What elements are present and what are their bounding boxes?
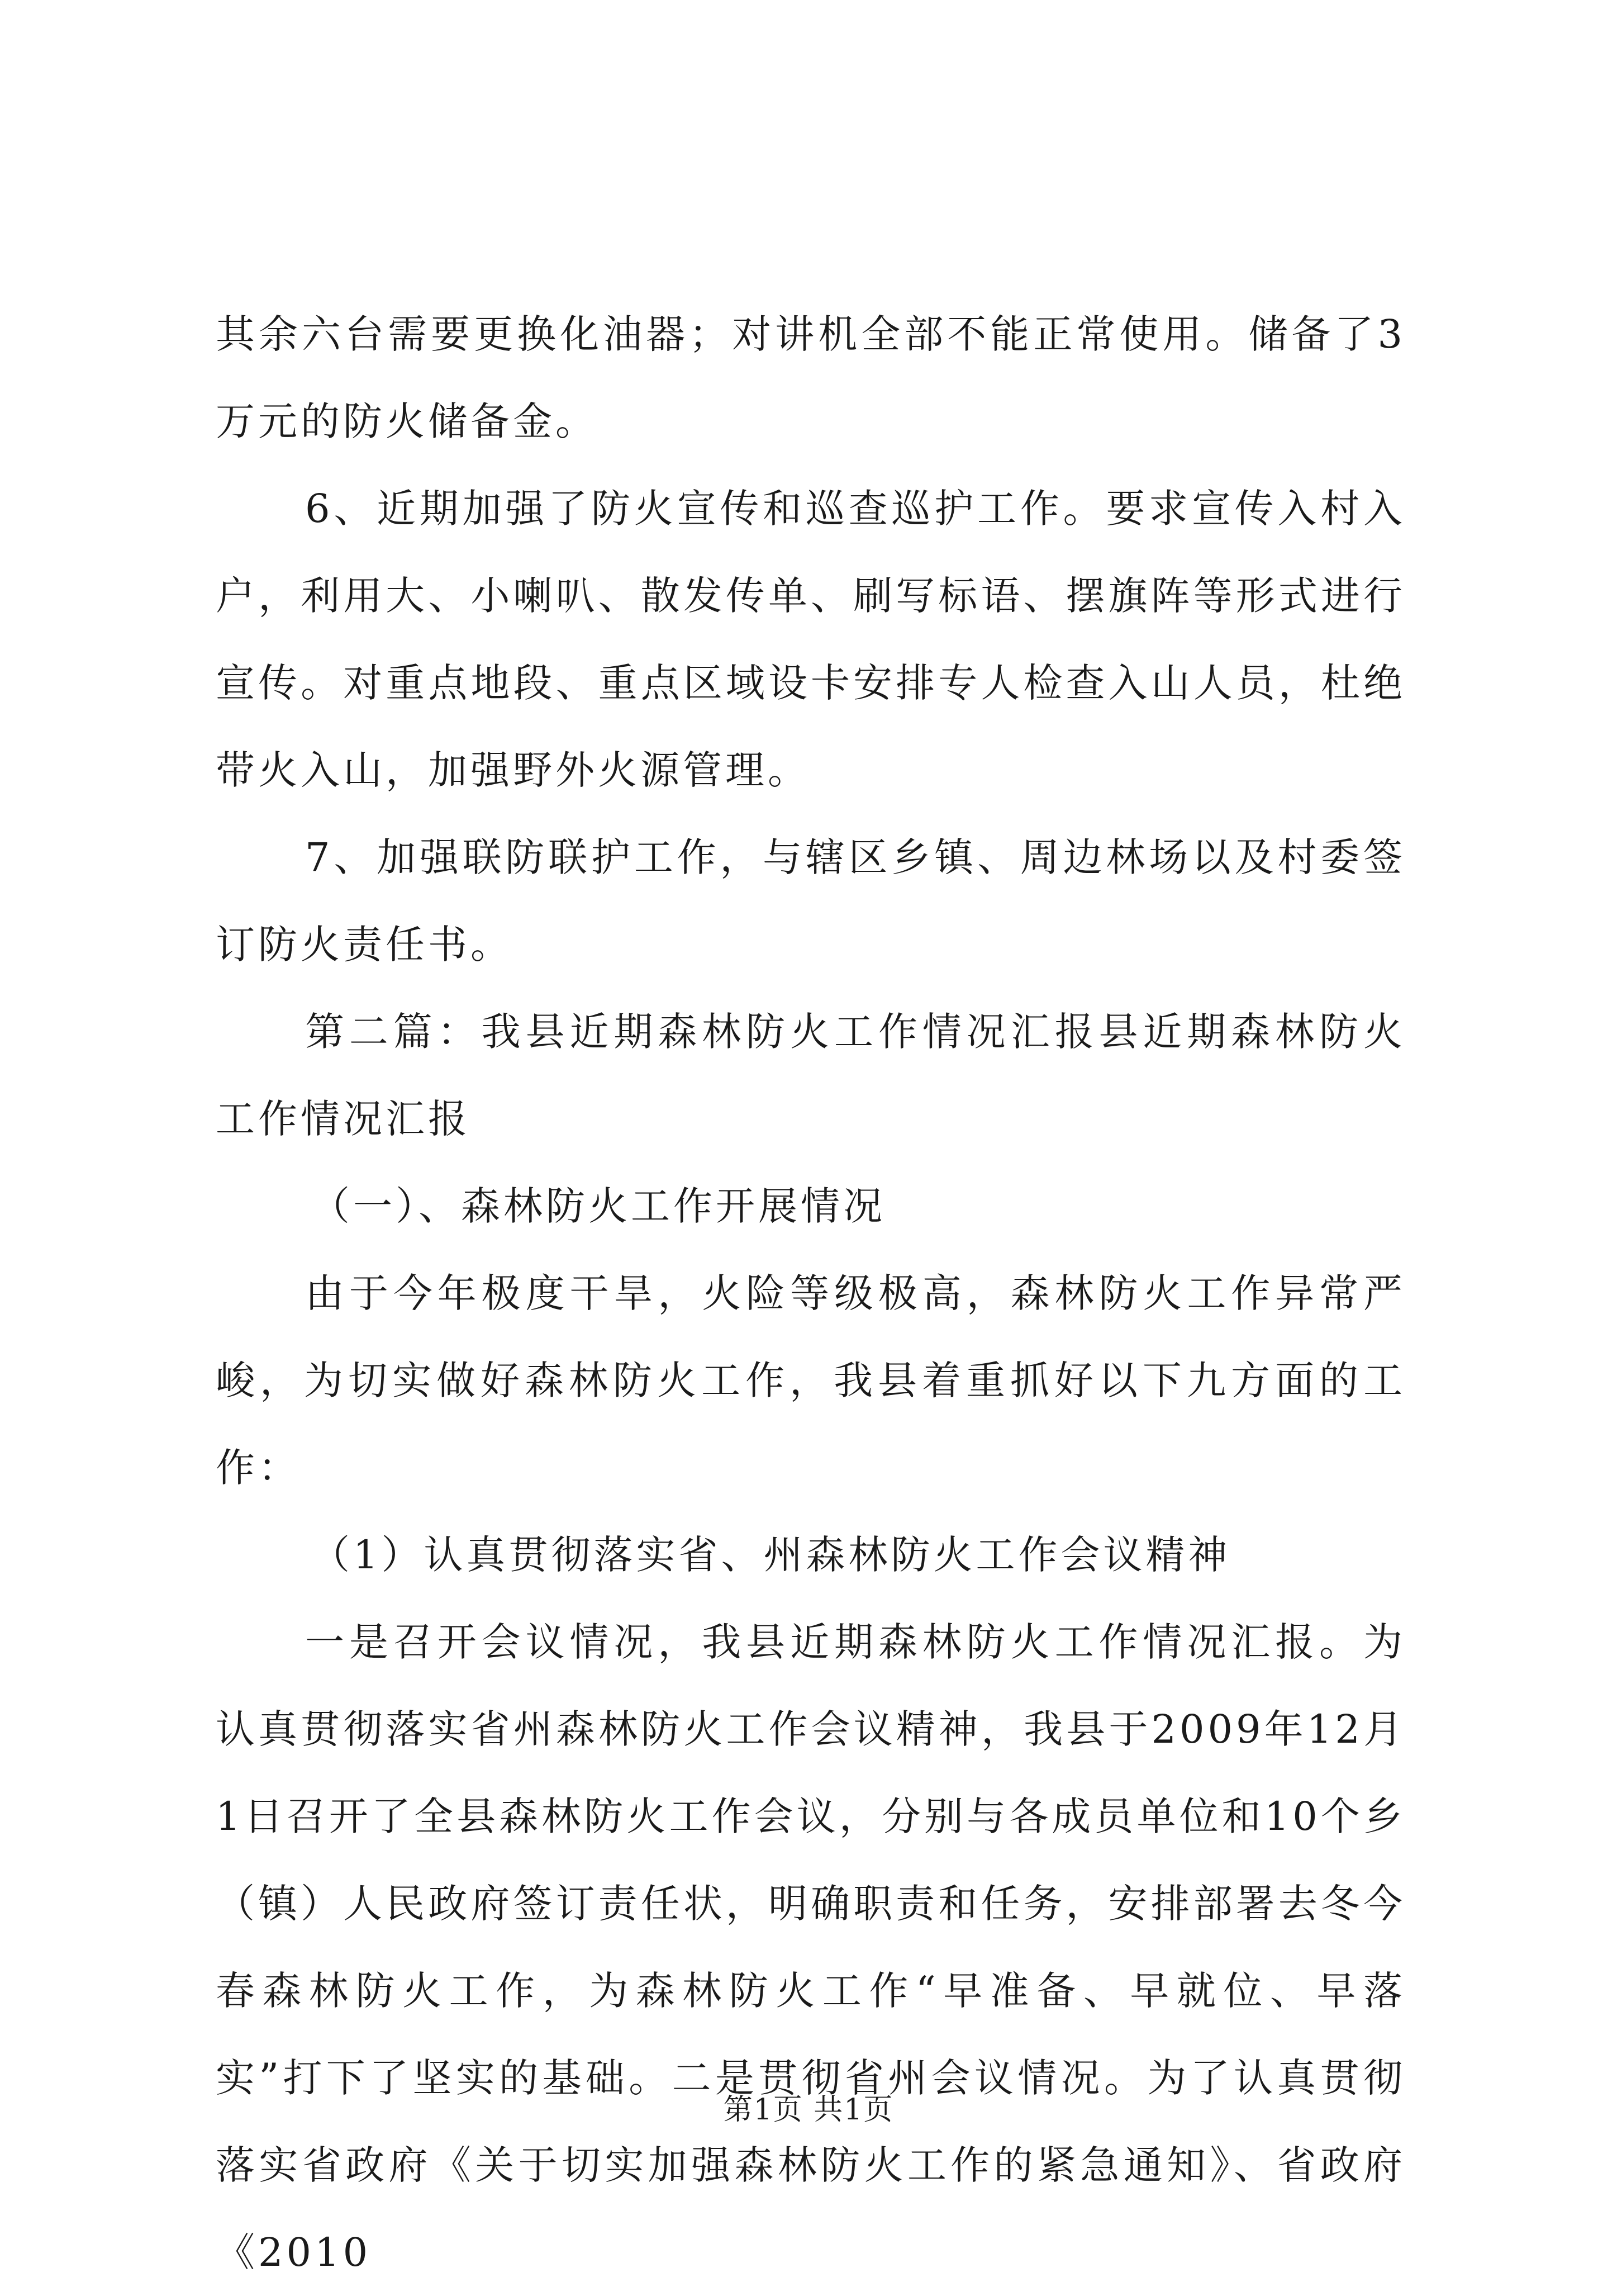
subsection-heading-2: （1）认真贯彻落实省、州森林防火工作会议精神 bbox=[311, 1532, 1231, 1578]
paragraph-meeting: 一是召开会议情况，我县近期森林防火工作情况汇报。为认真贯彻落实省州森林防火工作会议精神，我县于2009年12月1日召开了全县森林防火工作会议，分别与各成员单位和10个乡（镇）人民政府签订责任状，明确职责和任务，安排部署去冬今春森林防火工作，为森林防火工作“早准备、早就位、早落实”打下了坚实的基础。二是贯彻省州会议情况。为了认真贯彻落实省政府《关于切实加强森林防火工作的紧急通知》、省政府《2010 bbox=[216, 1619, 1406, 2275]
paragraph-intro: 由于今年极度干旱，火险等级极高，森林防火工作异常严峻，为切实做好森林防火工作，我县着重抓好以下九方面的工作： bbox=[216, 1270, 1406, 1491]
section-heading-part-two: 第二篇：我县近期森林防火工作情况汇报县近期森林防火工作情况汇报 bbox=[216, 1009, 1406, 1142]
subsection-heading-1: （一）、森林防火工作开展情况 bbox=[311, 1183, 886, 1229]
page-footer: 第1页 共1页 bbox=[723, 2093, 894, 2127]
paragraph-item-6: 6、近期加强了防火宣传和巡查巡护工作。要求宣传入村入户，利用大、小喇叭、散发传单、刷写标语、摆旗阵等形式进行宣传。对重点地段、重点区域设卡安排专人检查入山人员，杜绝带火入山，加强野外火源管理。 bbox=[216, 486, 1406, 793]
paragraph-continued: 其余六台需要更换化油器；对讲机全部不能正常使用。储备了3万元的防火储备金。 bbox=[216, 311, 1406, 444]
document-body bbox=[216, 291, 1406, 2296]
paragraph-item-7: 7、加强联防联护工作，与辖区乡镇、周边林场以及村委签订防火责任书。 bbox=[216, 834, 1406, 967]
